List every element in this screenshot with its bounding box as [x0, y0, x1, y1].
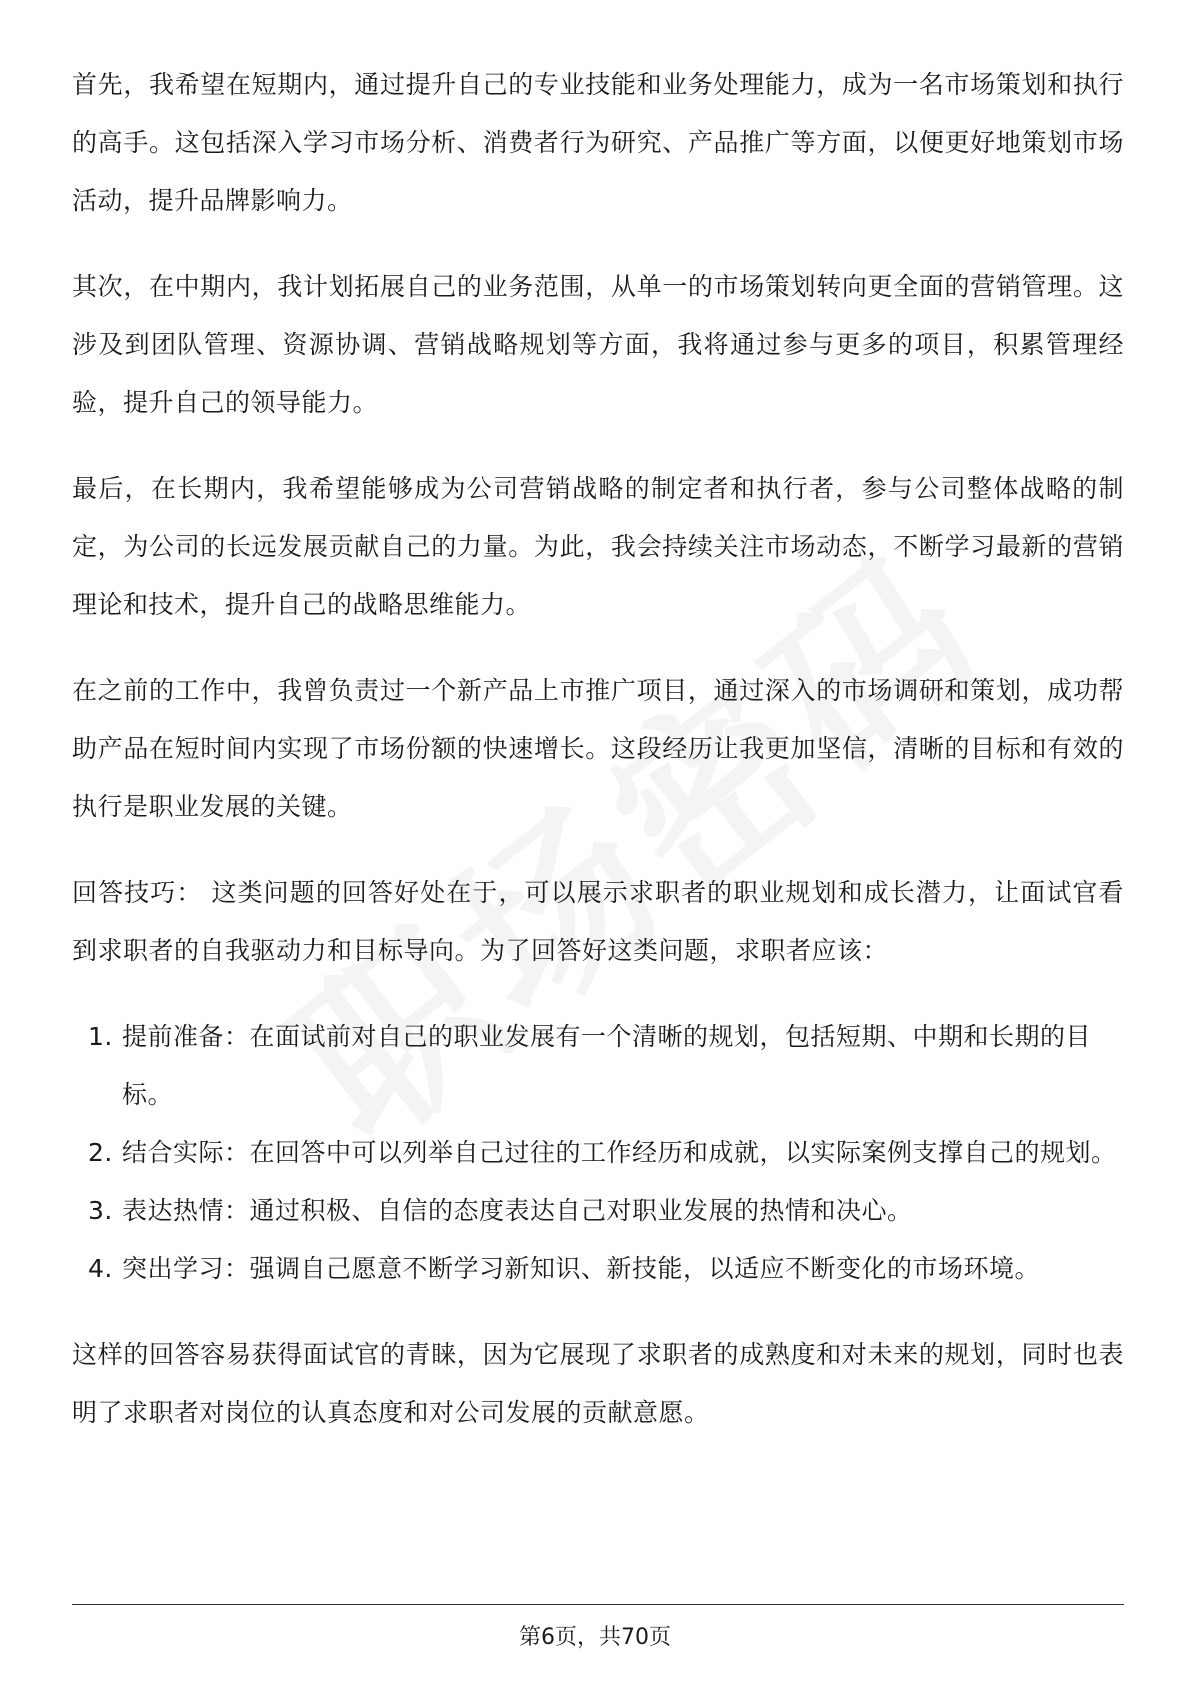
footer-divider — [72, 1604, 1124, 1605]
paragraph-mid-term: 其次，在中期内，我计划拓展自己的业务范围，从单一的市场策划转向更全面的营销管理。这涉及到团队管理、资源协调、营销战略规划等方面，我将通过参与更多的项目，积累管理经验，提升自己的领导能力。 — [72, 272, 1124, 417]
list-item — [72, 1124, 1124, 1182]
paragraph-long-term: 最后，在长期内，我希望能够成为公司营销战略的制定者和执行者，参与公司整体战略的制定，为公司的长远发展贡献自己的力量。为此，我会持续关注市场动态，不断学习最新的营销理论和技术，提升自己的战略思维能力。 — [72, 474, 1124, 619]
list-item — [72, 1182, 1124, 1240]
paragraph-experience: 在之前的工作中，我曾负责过一个新产品上市推广项目，通过深入的市场调研和策划，成功帮助产品在短时间内实现了市场份额的快速增长。这段经历让我更加坚信，清晰的目标和有效的执行是职业发展的关键。 — [72, 676, 1124, 821]
list-item-text: 结合实际：在回答中可以列举自己过往的工作经历和成就，以实际案例支撑自己的规划。 — [122, 1138, 1117, 1167]
list-item — [72, 1008, 1124, 1124]
list-item-text: 提前准备：在面试前对自己的职业发展有一个清晰的规划，包括短期、中期和长期的目标。 — [122, 1022, 1092, 1109]
list-item-number: 3. — [88, 1196, 113, 1225]
list-item-text: 突出学习：强调自己愿意不断学习新知识、新技能，以适应不断变化的市场环境。 — [122, 1254, 1041, 1283]
list-item-text: 表达热情：通过积极、自信的态度表达自己对职业发展的热情和决心。 — [122, 1196, 913, 1225]
list-item — [72, 1240, 1124, 1298]
document-body — [72, 56, 1124, 1470]
list-item-number: 1. — [88, 1022, 113, 1051]
list-item-number: 4. — [88, 1254, 113, 1283]
page-number: 第6页，共70页 — [519, 1625, 671, 1650]
paragraph-answer-tips: 回答技巧： 这类问题的回答好处在于，可以展示求职者的职业规划和成长潜力，让面试官看到求职者的自我驱动力和目标导向。为了回答好这类问题，求职者应该： — [72, 878, 1124, 965]
paragraph-closing: 这样的回答容易获得面试官的青睐，因为它展现了求职者的成熟度和对未来的规划，同时也表明了求职者对岗位的认真态度和对公司发展的贡献意愿。 — [72, 1340, 1124, 1427]
tips-list — [72, 1008, 1124, 1298]
list-item-number: 2. — [88, 1138, 113, 1167]
paragraph-short-term: 首先，我希望在短期内，通过提升自己的专业技能和业务处理能力，成为一名市场策划和执行的高手。这包括深入学习市场分析、消费者行为研究、产品推广等方面，以便更好地策划市场活动，提升品牌影响力。 — [72, 70, 1124, 215]
